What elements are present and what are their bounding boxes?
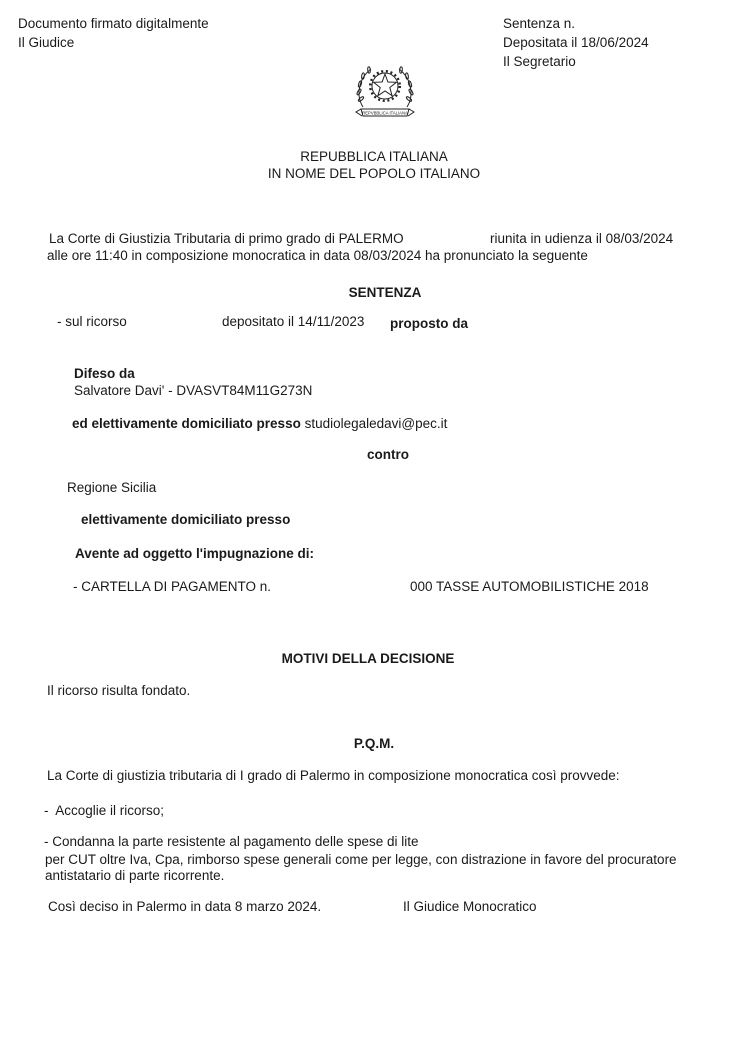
- oggetto-dettaglio: 000 TASSE AUTOMOBILISTICHE 2018: [410, 579, 649, 594]
- italian-republic-emblem-icon: [351, 62, 419, 122]
- difensore-name: Salvatore Davi' - DVASVT84M11G273N: [74, 383, 313, 398]
- sentenza-number-label: Sentenza n.: [503, 16, 576, 31]
- pqm-intro: La Corte di giustizia tributaria di I grado di Palermo in composizione monocratica così provvede:: [47, 768, 620, 783]
- motivi-heading: MOTIVI DELLA DECISIONE: [281, 651, 455, 666]
- domicilio-label: ed elettivamente domiciliato presso: [72, 416, 301, 431]
- pqm-punto2-line1: - Condanna la parte resistente al pagamento delle spese di lite: [44, 834, 419, 849]
- pqm-punto2-line3: antistatario di parte ricorrente.: [45, 868, 225, 883]
- closing-decision-line: Così deciso in Palermo in data 8 marzo 2024.: [48, 899, 322, 914]
- ricorso-label: - sul ricorso: [57, 314, 127, 329]
- court-intro-line2: alle ore 11:40 in composizione monocratica in data 08/03/2024 ha pronunciato la seguente: [47, 248, 588, 263]
- court-intro-right: riunita in udienza il 08/03/2024: [490, 231, 674, 246]
- domicilio-pec: studiolegaledavi@pec.it: [304, 416, 448, 431]
- resistente-name: Regione Sicilia: [67, 480, 157, 495]
- sentenza-heading: SENTENZA: [348, 285, 422, 300]
- oggetto-heading: Avente ad oggetto l'impugnazione di:: [75, 546, 314, 561]
- pqm-punto1: - Accoglie il ricorso;: [44, 803, 165, 818]
- judge-label: Il Giudice: [18, 35, 75, 50]
- pqm-punto2-line2: per CUT oltre Iva, Cpa, rimborso spese generali come per legge, con distrazione in favore del procuratore: [45, 852, 677, 867]
- motivi-text: Il ricorso risulta fondato.: [47, 683, 191, 698]
- pqm-heading: P.Q.M.: [353, 736, 395, 751]
- emblem-banner-text: REPVBBLICA ITALIANA: [362, 110, 408, 116]
- deposit-date: Depositata il 18/06/2024: [503, 35, 649, 50]
- closing-judge-title: Il Giudice Monocratico: [403, 899, 537, 914]
- difeso-da-label: Difeso da: [74, 366, 135, 381]
- court-intro-left: La Corte di Giustizia Tributaria di primo grado di PALERMO: [49, 231, 404, 246]
- proposto-da-label: proposto da: [390, 316, 468, 331]
- contro-heading: contro: [367, 447, 409, 462]
- republic-title-line2: IN NOME DEL POPOLO ITALIANO: [267, 166, 481, 181]
- signature-note: Documento firmato digitalmente: [18, 16, 209, 31]
- domicilio-line: [72, 415, 447, 432]
- republic-title-line1: REPUBBLICA ITALIANA: [300, 149, 448, 164]
- resistente-domicilio-label: elettivamente domiciliato presso: [81, 512, 291, 527]
- ricorso-deposito: depositato il 14/11/2023: [222, 314, 365, 329]
- secretary-label: Il Segretario: [503, 54, 576, 69]
- oggetto-atto: - CARTELLA DI PAGAMENTO n.: [73, 579, 272, 594]
